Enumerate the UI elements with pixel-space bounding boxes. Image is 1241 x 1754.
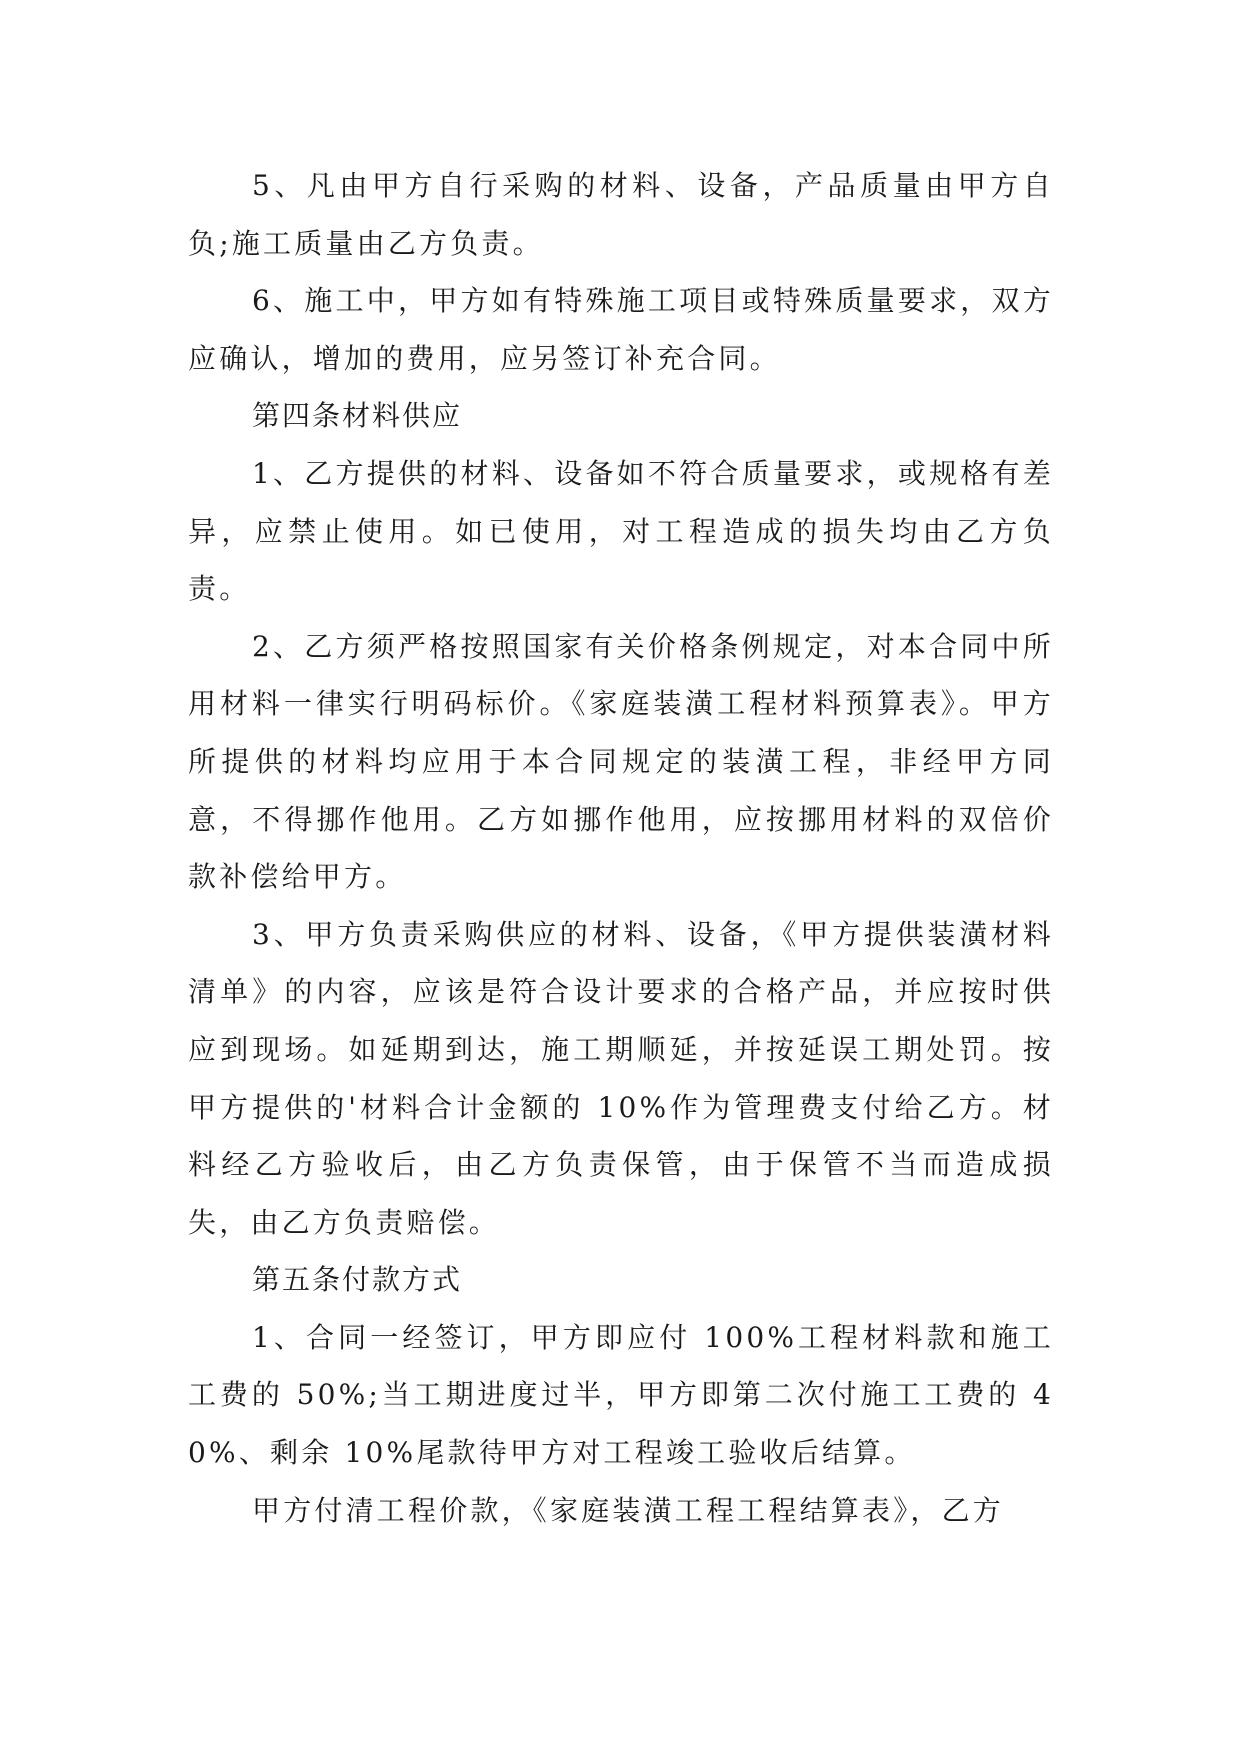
paragraph-article-4-item-2: 2、乙方须严格按照国家有关价格条例规定，对本合同中所用材料一律实行明码标价。《家庭装潢工程材料预算表》。甲方所提供的材料均应用于本合同规定的装潢工程，非经甲方同意，不得挪作他用。乙方如挪作他用，应按挪用材料的双倍价款补偿给甲方。 <box>188 629 1054 894</box>
section-heading-article-4: 第四条材料供应 <box>252 399 463 433</box>
paragraph-item-6: 6、施工中，甲方如有特殊施工项目或特殊质量要求，双方应确认，增加的费用，应另签订补充合同。 <box>188 284 1054 375</box>
section-heading-article-5: 第五条付款方式 <box>252 1263 463 1297</box>
paragraph-article-4-item-3: 3、甲方负责采购供应的材料、设备，《甲方提供装潢材料清单》的内容，应该是符合设计要求的合格产品，并应按时供应到现场。如延期到达，施工期顺延，并按延误工期处罚。按甲方提供的'材料合计金额的 10%作为管理费支付给乙方。材料经乙方验收后，由乙方负责保管，由于保管不当而造成损失，由乙方负责赔偿。 <box>188 917 1054 1239</box>
paragraph-article-4-item-1: 1、乙方提供的材料、设备如不符合质量要求，或规格有差异，应禁止使用。如已使用，对工程造成的损失均由乙方负责。 <box>188 456 1054 606</box>
document-body <box>188 157 1054 1539</box>
paragraph-item-5: 5、凡由甲方自行采购的材料、设备，产品质量由甲方自负;施工质量由乙方负责。 <box>188 169 1054 260</box>
paragraph-article-5-item-1: 1、合同一经签订，甲方即应付 100%工程材料款和施工工费的 50%;当工期进度过半，甲方即第二次付施工工费的 40%、剩余 10%尾款待甲方对工程竣工验收后结算。 <box>188 1320 1054 1470</box>
paragraph-article-5-continuation: 甲方付清工程价款，《家庭装潢工程工程结算表》，乙方 <box>252 1493 1005 1527</box>
